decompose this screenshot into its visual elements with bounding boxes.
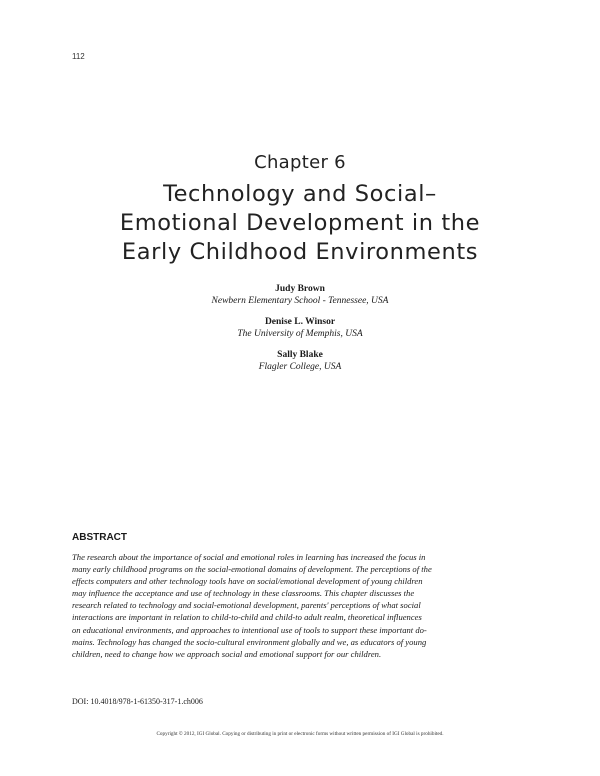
chapter-title-line: Early Childhood Environments	[121, 239, 479, 265]
abstract-line: may influence the acceptance and use of technology in these classrooms. This chapter discusses the	[72, 588, 415, 599]
chapter-label: Chapter 6	[254, 152, 346, 173]
author-block	[0, 349, 600, 373]
abstract-line: The research about the importance of social and emotional roles in learning has increased the focus in	[72, 552, 426, 562]
author-affiliation: The University of Memphis, USA	[237, 329, 363, 339]
author-list	[0, 283, 600, 382]
author-block	[0, 283, 600, 307]
chapter-title-line: Emotional Development in the	[119, 210, 481, 236]
author-affiliation: Flagler College, USA	[258, 362, 342, 372]
abstract-line: mains. Technology has changed the socio-cultural environment globally and we, as educators of young	[72, 636, 427, 647]
chapter-title-line: Technology and Social–	[163, 181, 437, 207]
copyright-notice: Copyright © 2012, IGI Global. Copying or distributing in print or electronic forms without written permission of IGI Global is prohibited.	[156, 731, 444, 737]
abstract-line: interactions are important in relation to child-to-child and child-to adult realm, theoretical influences	[72, 612, 422, 623]
abstract-heading: ABSTRACT	[72, 532, 127, 543]
abstract-line: children, need to change how we approach social and emotional support for our children.	[72, 648, 382, 659]
page-number: 112	[72, 52, 85, 61]
abstract-line: on educational environments, and approaches to intentional use of tools to support these important do-	[72, 624, 427, 635]
author-block	[0, 316, 600, 340]
abstract-body	[72, 551, 514, 660]
abstract-line: research related to technology and social-emotional development, parents' perceptions of what social	[72, 600, 421, 611]
author-affiliation: Newbern Elementary School - Tennessee, USA	[211, 296, 389, 306]
doi-text: DOI: 10.4018/978-1-61350-317-1.ch006	[72, 697, 203, 706]
abstract-line: effects computers and other technology tools have on social/emotional development of young children	[72, 576, 423, 587]
abstract-line: many early childhood programs on the social-emotional domains of development. The perceptions of the	[72, 564, 432, 575]
author-name: Denise L. Winsor	[264, 317, 336, 327]
author-name: Sally Blake	[277, 350, 323, 360]
chapter-title	[60, 180, 540, 267]
author-name: Judy Brown	[275, 284, 325, 294]
